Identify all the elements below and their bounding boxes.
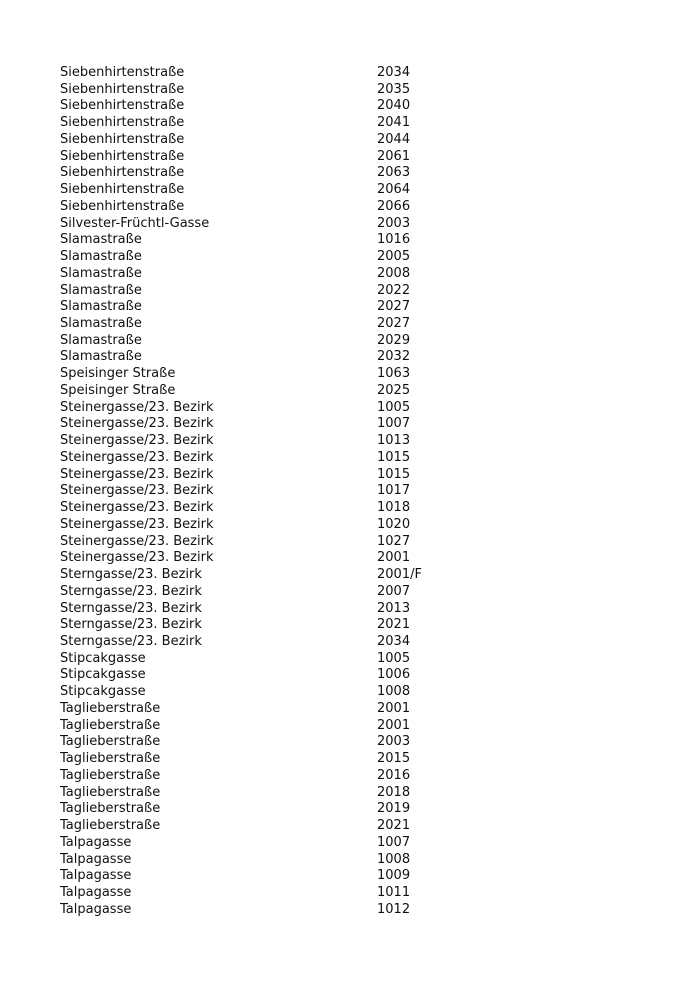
house-number: 2019 <box>377 801 411 817</box>
street-name: Steinergasse/23. Bezirk <box>60 550 214 566</box>
house-number: 2001 <box>377 700 411 716</box>
house-number: 1013 <box>377 433 411 449</box>
house-number: 2027 <box>377 299 411 315</box>
house-number: 2018 <box>377 784 411 800</box>
address-row <box>60 601 460 618</box>
address-row <box>60 550 460 567</box>
address-row <box>60 902 460 919</box>
street-name: Steinergasse/23. Bezirk <box>60 433 214 449</box>
street-name: Sterngasse/23. Bezirk <box>60 617 202 633</box>
house-number: 1017 <box>377 483 411 499</box>
address-row <box>60 885 460 902</box>
street-name: Talpagasse <box>60 851 132 867</box>
address-row <box>60 517 460 534</box>
house-number: 2044 <box>377 131 411 147</box>
house-number: 2064 <box>377 182 411 198</box>
street-name: Steinergasse/23. Bezirk <box>60 466 214 482</box>
street-name: Slamastraße <box>60 349 142 365</box>
street-name: Slamastraße <box>60 282 142 298</box>
address-row <box>60 333 460 350</box>
house-number: 2034 <box>377 633 411 649</box>
house-number: 2025 <box>377 382 411 398</box>
street-name: Stipcakgasse <box>60 684 146 700</box>
house-number: 2007 <box>377 583 411 599</box>
address-row <box>60 684 460 701</box>
street-name: Taglieberstraße <box>60 734 161 750</box>
street-name: Steinergasse/23. Bezirk <box>60 416 214 432</box>
address-row <box>60 383 460 400</box>
address-row <box>60 182 460 199</box>
house-number: 2021 <box>377 818 411 834</box>
house-number: 1005 <box>377 399 411 415</box>
house-number: 2027 <box>377 316 411 332</box>
address-row <box>60 534 460 551</box>
street-name: Taglieberstraße <box>60 700 161 716</box>
street-name: Siebenhirtenstraße <box>60 182 185 198</box>
address-row <box>60 165 460 182</box>
address-row <box>60 500 460 517</box>
house-number: 2066 <box>377 198 411 214</box>
house-number: 1016 <box>377 232 411 248</box>
address-row <box>60 199 460 216</box>
address-list <box>60 65 460 918</box>
address-row <box>60 667 460 684</box>
address-row <box>60 768 460 785</box>
address-row <box>60 349 460 366</box>
street-name: Talpagasse <box>60 901 132 917</box>
house-number: 1005 <box>377 650 411 666</box>
address-row <box>60 634 460 651</box>
house-number: 2001/F <box>377 567 422 583</box>
house-number: 1012 <box>377 901 411 917</box>
house-number: 1011 <box>377 884 411 900</box>
street-name: Slamastraße <box>60 265 142 281</box>
house-number: 2003 <box>377 734 411 750</box>
address-row <box>60 400 460 417</box>
address-row <box>60 299 460 316</box>
street-name: Slamastraße <box>60 232 142 248</box>
address-row <box>60 216 460 233</box>
address-row <box>60 450 460 467</box>
street-name: Steinergasse/23. Bezirk <box>60 399 214 415</box>
house-number: 1018 <box>377 500 411 516</box>
street-name: Slamastraße <box>60 316 142 332</box>
house-number: 1063 <box>377 366 411 382</box>
address-row <box>60 433 460 450</box>
street-name: Taglieberstraße <box>60 717 161 733</box>
house-number: 1027 <box>377 533 411 549</box>
house-number: 2015 <box>377 751 411 767</box>
street-name: Steinergasse/23. Bezirk <box>60 449 214 465</box>
address-row <box>60 483 460 500</box>
street-name: Speisinger Straße <box>60 366 176 382</box>
address-row <box>60 818 460 835</box>
street-name: Slamastraße <box>60 332 142 348</box>
street-name: Taglieberstraße <box>60 751 161 767</box>
street-name: Steinergasse/23. Bezirk <box>60 533 214 549</box>
street-name: Taglieberstraße <box>60 767 161 783</box>
address-row <box>60 366 460 383</box>
street-name: Silvester-Früchtl-Gasse <box>60 215 210 231</box>
address-row <box>60 467 460 484</box>
address-row <box>60 801 460 818</box>
street-name: Slamastraße <box>60 299 142 315</box>
street-name: Sterngasse/23. Bezirk <box>60 567 202 583</box>
address-row <box>60 115 460 132</box>
street-name: Stipcakgasse <box>60 667 146 683</box>
house-number: 2013 <box>377 600 411 616</box>
address-row <box>60 65 460 82</box>
street-name: Sterngasse/23. Bezirk <box>60 633 202 649</box>
address-row <box>60 617 460 634</box>
street-name: Taglieberstraße <box>60 818 161 834</box>
address-row <box>60 416 460 433</box>
address-row <box>60 718 460 735</box>
street-name: Siebenhirtenstraße <box>60 148 185 164</box>
street-name: Siebenhirtenstraße <box>60 115 185 131</box>
house-number: 2032 <box>377 349 411 365</box>
street-name: Taglieberstraße <box>60 784 161 800</box>
address-row <box>60 701 460 718</box>
address-row <box>60 751 460 768</box>
house-number: 2022 <box>377 282 411 298</box>
street-name: Speisinger Straße <box>60 382 176 398</box>
address-row <box>60 785 460 802</box>
house-number: 2001 <box>377 550 411 566</box>
house-number: 2035 <box>377 81 411 97</box>
street-name: Siebenhirtenstraße <box>60 65 185 80</box>
house-number: 1008 <box>377 851 411 867</box>
house-number: 1009 <box>377 868 411 884</box>
street-name: Talpagasse <box>60 834 132 850</box>
street-name: Talpagasse <box>60 868 132 884</box>
address-row <box>60 868 460 885</box>
house-number: 2041 <box>377 115 411 131</box>
address-row <box>60 316 460 333</box>
street-name: Sterngasse/23. Bezirk <box>60 600 202 616</box>
house-number: 1015 <box>377 449 411 465</box>
street-name: Taglieberstraße <box>60 801 161 817</box>
address-row <box>60 132 460 149</box>
address-row <box>60 82 460 99</box>
address-row <box>60 651 460 668</box>
house-number: 2005 <box>377 249 411 265</box>
street-name: Sterngasse/23. Bezirk <box>60 583 202 599</box>
house-number: 2001 <box>377 717 411 733</box>
address-row <box>60 734 460 751</box>
street-name: Siebenhirtenstraße <box>60 198 185 214</box>
street-name: Siebenhirtenstraße <box>60 165 185 181</box>
street-name: Siebenhirtenstraße <box>60 131 185 147</box>
address-row <box>60 567 460 584</box>
house-number: 2034 <box>377 65 411 80</box>
address-row <box>60 835 460 852</box>
address-row <box>60 232 460 249</box>
house-number: 2008 <box>377 265 411 281</box>
house-number: 1020 <box>377 516 411 532</box>
address-row <box>60 149 460 166</box>
house-number: 2021 <box>377 617 411 633</box>
street-name: Siebenhirtenstraße <box>60 98 185 114</box>
house-number: 2061 <box>377 148 411 164</box>
house-number: 1007 <box>377 834 411 850</box>
house-number: 2063 <box>377 165 411 181</box>
house-number: 2040 <box>377 98 411 114</box>
address-row <box>60 266 460 283</box>
street-name: Siebenhirtenstraße <box>60 81 185 97</box>
address-row <box>60 852 460 869</box>
house-number: 1008 <box>377 684 411 700</box>
street-name: Slamastraße <box>60 249 142 265</box>
house-number: 2016 <box>377 767 411 783</box>
house-number: 2003 <box>377 215 411 231</box>
house-number: 1015 <box>377 466 411 482</box>
address-row <box>60 249 460 266</box>
address-row <box>60 98 460 115</box>
street-name: Steinergasse/23. Bezirk <box>60 483 214 499</box>
street-name: Stipcakgasse <box>60 650 146 666</box>
address-row <box>60 584 460 601</box>
street-name: Steinergasse/23. Bezirk <box>60 500 214 516</box>
address-row <box>60 283 460 300</box>
street-name: Steinergasse/23. Bezirk <box>60 516 214 532</box>
house-number: 1006 <box>377 667 411 683</box>
street-name: Talpagasse <box>60 884 132 900</box>
house-number: 2029 <box>377 332 411 348</box>
house-number: 1007 <box>377 416 411 432</box>
